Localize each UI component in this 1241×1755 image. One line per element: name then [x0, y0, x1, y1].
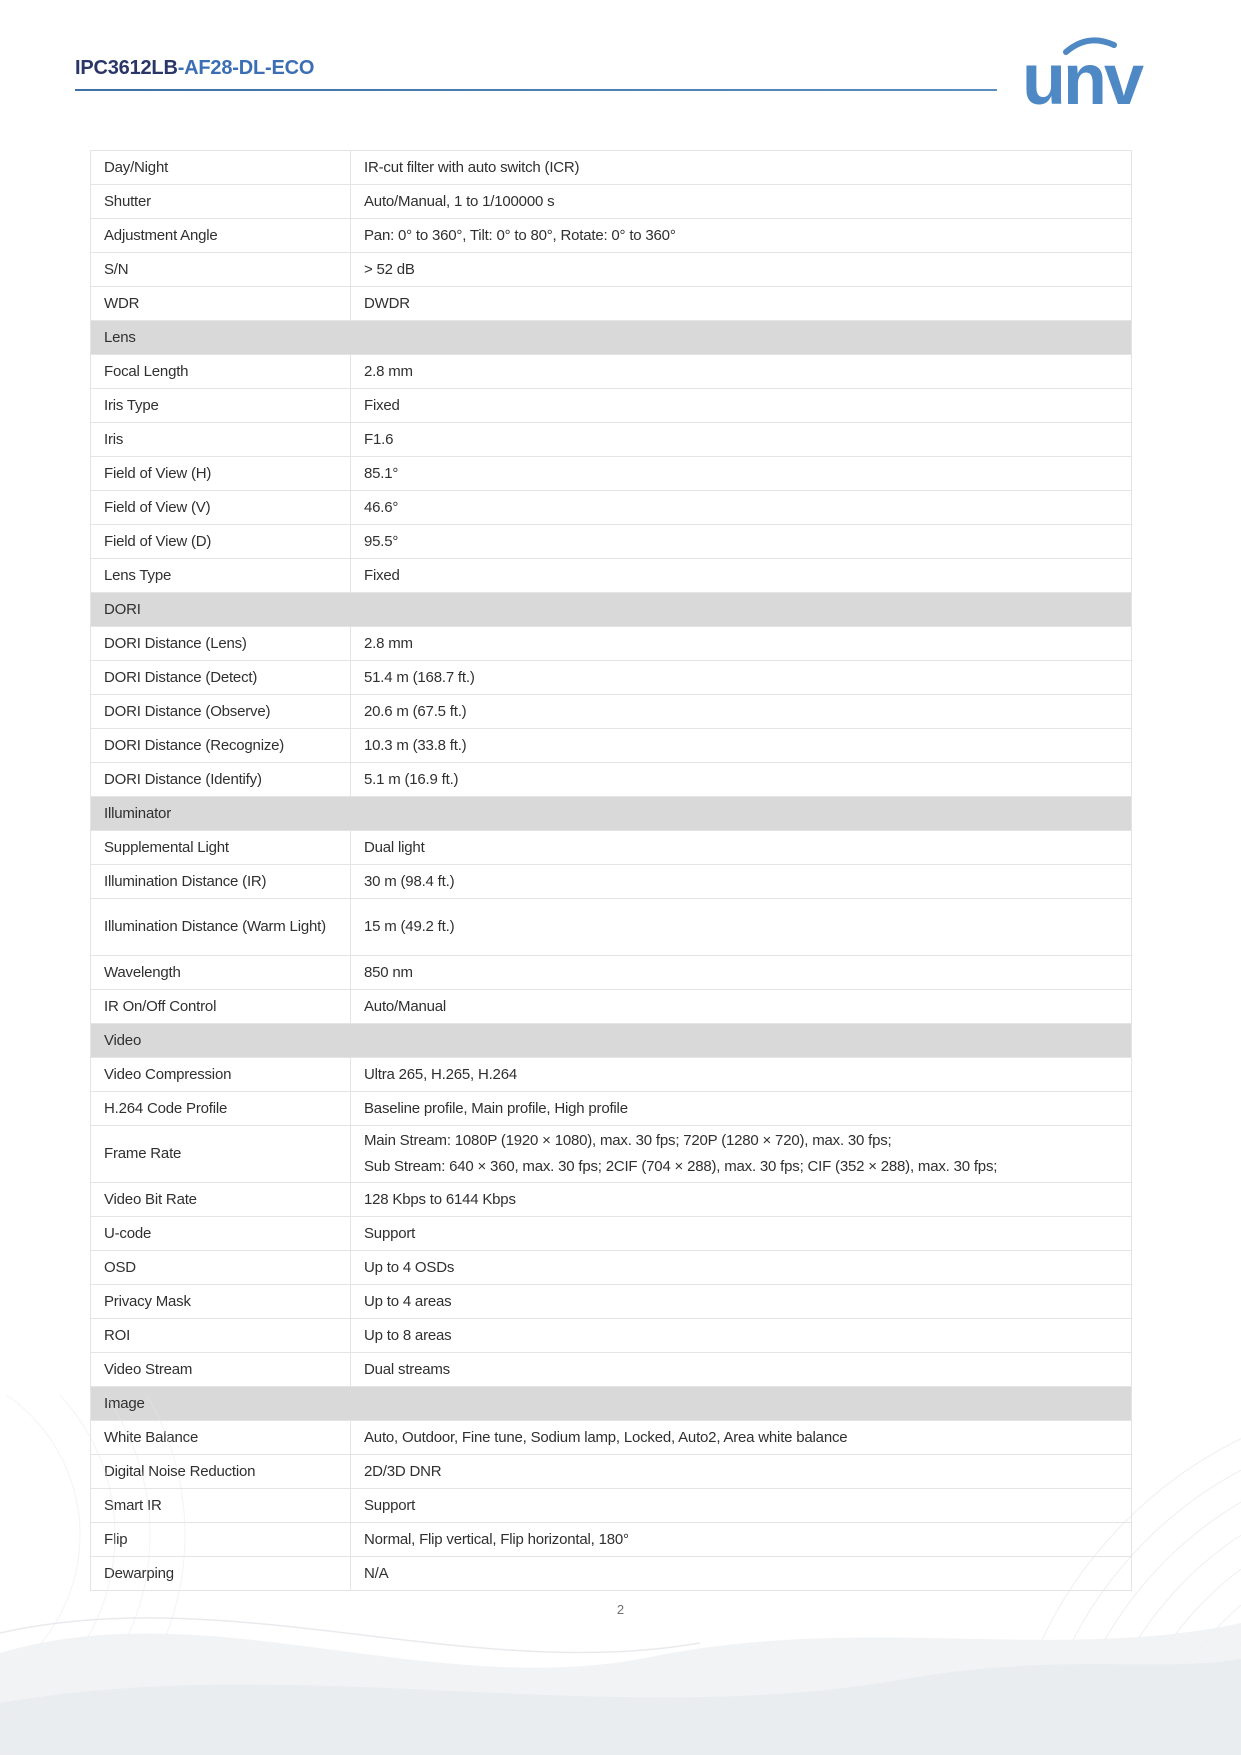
spec-label: Field of View (V)	[91, 491, 351, 524]
table-row	[91, 661, 1131, 695]
spec-value	[351, 423, 1131, 456]
spec-value	[351, 1126, 1131, 1182]
spec-value-line: 850 nm	[364, 963, 413, 981]
model-name: IPC3612LB	[75, 57, 178, 79]
spec-value	[351, 661, 1131, 694]
spec-label: WDR	[91, 287, 351, 320]
spec-label: Illumination Distance (Warm Light)	[91, 899, 351, 955]
spec-value-line: DWDR	[364, 294, 410, 312]
spec-value	[351, 1092, 1131, 1125]
spec-value-line: > 52 dB	[364, 260, 415, 278]
spec-value	[351, 1319, 1131, 1352]
table-row	[91, 491, 1131, 525]
spec-value-line: Up to 4 areas	[364, 1292, 452, 1310]
section-title: DORI	[104, 601, 141, 618]
model-suffix: -AF28-DL-ECO	[177, 57, 315, 79]
spec-label: Dewarping	[91, 1557, 351, 1590]
spec-label: Video Compression	[91, 1058, 351, 1091]
table-row	[91, 151, 1131, 185]
table-row	[91, 1319, 1131, 1353]
table-row	[91, 1489, 1131, 1523]
spec-label: Video Stream	[91, 1353, 351, 1386]
table-row	[91, 423, 1131, 457]
spec-value-line: Fixed	[364, 566, 400, 584]
spec-label: U-code	[91, 1217, 351, 1250]
spec-value-line: 128 Kbps to 6144 Kbps	[364, 1190, 516, 1208]
spec-label: Wavelength	[91, 956, 351, 989]
spec-value-line: 95.5°	[364, 532, 399, 550]
spec-label: Shutter	[91, 185, 351, 218]
spec-value-line: Pan: 0° to 360°, Tilt: 0° to 80°, Rotate: 0° to 360°	[364, 226, 676, 244]
table-row	[91, 1285, 1131, 1319]
spec-value-line: 46.6°	[364, 498, 399, 516]
table-row	[91, 865, 1131, 899]
spec-label: DORI Distance (Identify)	[91, 763, 351, 796]
spec-value	[351, 355, 1131, 388]
table-row	[91, 1251, 1131, 1285]
spec-label: Video Bit Rate	[91, 1183, 351, 1216]
spec-value	[351, 287, 1131, 320]
spec-value-line: Fixed	[364, 396, 400, 414]
spec-value	[351, 219, 1131, 252]
table-row	[91, 253, 1131, 287]
spec-label: Smart IR	[91, 1489, 351, 1522]
section-header-row	[91, 593, 1131, 627]
table-row	[91, 729, 1131, 763]
spec-label: Adjustment Angle	[91, 219, 351, 252]
spec-label: White Balance	[91, 1421, 351, 1454]
spec-value	[351, 899, 1131, 955]
section-title: Lens	[104, 329, 136, 346]
spec-value-line: Dual streams	[364, 1360, 450, 1378]
spec-value-line: Auto, Outdoor, Fine tune, Sodium lamp, Locked, Auto2, Area white balance	[364, 1428, 848, 1446]
table-row	[91, 389, 1131, 423]
spec-value-line: Main Stream: 1080P (1920 × 1080), max. 30 fps; 720P (1280 × 720), max. 30 fps;	[364, 1132, 892, 1149]
section-title: Image	[104, 1395, 145, 1412]
spec-label: OSD	[91, 1251, 351, 1284]
spec-value-line: N/A	[364, 1564, 389, 1582]
spec-value	[351, 185, 1131, 218]
spec-value-line: Auto/Manual	[364, 997, 447, 1015]
spec-value-line: Dual light	[364, 838, 425, 856]
spec-value-line: Support	[364, 1224, 416, 1242]
spec-label: Flip	[91, 1523, 351, 1556]
table-row	[91, 990, 1131, 1024]
spec-label: Frame Rate	[91, 1126, 351, 1182]
spec-value-line: 30 m (98.4 ft.)	[364, 872, 455, 890]
spec-label: DORI Distance (Recognize)	[91, 729, 351, 762]
spec-label: Supplemental Light	[91, 831, 351, 864]
spec-label: Lens Type	[91, 559, 351, 592]
table-row	[91, 1126, 1131, 1183]
spec-label: ROI	[91, 1319, 351, 1352]
spec-value-line: 51.4 m (168.7 ft.)	[364, 668, 475, 686]
spec-value	[351, 151, 1131, 184]
table-row	[91, 1455, 1131, 1489]
spec-value-line: F1.6	[364, 430, 394, 448]
spec-value	[351, 627, 1131, 660]
table-row	[91, 899, 1131, 956]
table-row	[91, 1217, 1131, 1251]
spec-value	[351, 1455, 1131, 1488]
spec-value-line: Baseline profile, Main profile, High profile	[364, 1099, 628, 1117]
spec-value	[351, 253, 1131, 286]
spec-label: H.264 Code Profile	[91, 1092, 351, 1125]
spec-value	[351, 1523, 1131, 1556]
spec-value-line: Ultra 265, H.265, H.264	[364, 1065, 517, 1083]
spec-value	[351, 1183, 1131, 1216]
table-row	[91, 525, 1131, 559]
spec-value	[351, 1285, 1131, 1318]
spec-value	[351, 729, 1131, 762]
spec-value-line: 85.1°	[364, 464, 399, 482]
spec-value	[351, 1489, 1131, 1522]
spec-value-line: Support	[364, 1496, 416, 1514]
spec-value-line: 15 m (49.2 ft.)	[364, 918, 455, 935]
table-row	[91, 287, 1131, 321]
spec-value	[351, 1217, 1131, 1250]
spec-value-line: 5.1 m (16.9 ft.)	[364, 770, 459, 788]
spec-value-line: 10.3 m (33.8 ft.)	[364, 736, 467, 754]
spec-value	[351, 865, 1131, 898]
spec-value-line: 2.8 mm	[364, 634, 413, 652]
table-row	[91, 559, 1131, 593]
spec-value	[351, 990, 1131, 1023]
page-title	[75, 57, 314, 80]
spec-label: Illumination Distance (IR)	[91, 865, 351, 898]
spec-value	[351, 1353, 1131, 1386]
section-header-row	[91, 321, 1131, 355]
table-row	[91, 956, 1131, 990]
spec-value	[351, 831, 1131, 864]
spec-value-line: Sub Stream: 640 × 360, max. 30 fps; 2CIF (704 × 288), max. 30 fps; CIF (352 × 288), max. 30 fps;	[364, 1158, 998, 1175]
section-header-row	[91, 797, 1131, 831]
table-row	[91, 831, 1131, 865]
section-title: Video	[104, 1032, 142, 1049]
spec-value	[351, 1421, 1131, 1454]
table-row	[91, 1183, 1131, 1217]
spec-value	[351, 457, 1131, 490]
title-underline	[75, 89, 997, 91]
table-row	[91, 695, 1131, 729]
spec-label: Day/Night	[91, 151, 351, 184]
table-row	[91, 1092, 1131, 1126]
spec-label: DORI Distance (Observe)	[91, 695, 351, 728]
table-row	[91, 219, 1131, 253]
table-row	[91, 763, 1131, 797]
spec-value	[351, 525, 1131, 558]
table-row	[91, 1421, 1131, 1455]
spec-value	[351, 559, 1131, 592]
table-row	[91, 1058, 1131, 1092]
section-header-row	[91, 1024, 1131, 1058]
spec-value	[351, 695, 1131, 728]
spec-label: Digital Noise Reduction	[91, 1455, 351, 1488]
spec-label: S/N	[91, 253, 351, 286]
logo-text: unv	[1024, 40, 1142, 110]
spec-label: Focal Length	[91, 355, 351, 388]
section-title: Illuminator	[104, 805, 171, 822]
table-row	[91, 1557, 1131, 1591]
spec-value-line: 20.6 m (67.5 ft.)	[364, 702, 467, 720]
page-number: 2	[616, 1602, 625, 1617]
spec-value-line: 2.8 mm	[364, 362, 413, 380]
spec-value-line: Auto/Manual, 1 to 1/100000 s	[364, 192, 555, 210]
spec-label: Privacy Mask	[91, 1285, 351, 1318]
section-header-row	[91, 1387, 1131, 1421]
spec-value-line: Normal, Flip vertical, Flip horizontal, 180°	[364, 1530, 629, 1548]
spec-label: Field of View (D)	[91, 525, 351, 558]
spec-value	[351, 1251, 1131, 1284]
table-row	[91, 627, 1131, 661]
unv-logo	[1024, 30, 1144, 110]
spec-label: DORI Distance (Lens)	[91, 627, 351, 660]
spec-label: Field of View (H)	[91, 457, 351, 490]
spec-label: Iris Type	[91, 389, 351, 422]
spec-value	[351, 763, 1131, 796]
table-row	[91, 185, 1131, 219]
table-row	[91, 1523, 1131, 1557]
spec-label: IR On/Off Control	[91, 990, 351, 1023]
unv-logo-icon	[1024, 30, 1144, 110]
spec-value	[351, 1058, 1131, 1091]
spec-table	[90, 150, 1132, 1591]
table-row	[91, 355, 1131, 389]
spec-label: Iris	[91, 423, 351, 456]
spec-label: DORI Distance (Detect)	[91, 661, 351, 694]
spec-value-line: Up to 4 OSDs	[364, 1258, 455, 1276]
spec-value	[351, 491, 1131, 524]
spec-value-line: 2D/3D DNR	[364, 1462, 442, 1480]
spec-value	[351, 1557, 1131, 1590]
table-row	[91, 457, 1131, 491]
spec-value	[351, 956, 1131, 989]
spec-value-line: IR-cut filter with auto switch (ICR)	[364, 158, 580, 176]
table-row	[91, 1353, 1131, 1387]
spec-value-line: Up to 8 areas	[364, 1326, 452, 1344]
spec-value	[351, 389, 1131, 422]
